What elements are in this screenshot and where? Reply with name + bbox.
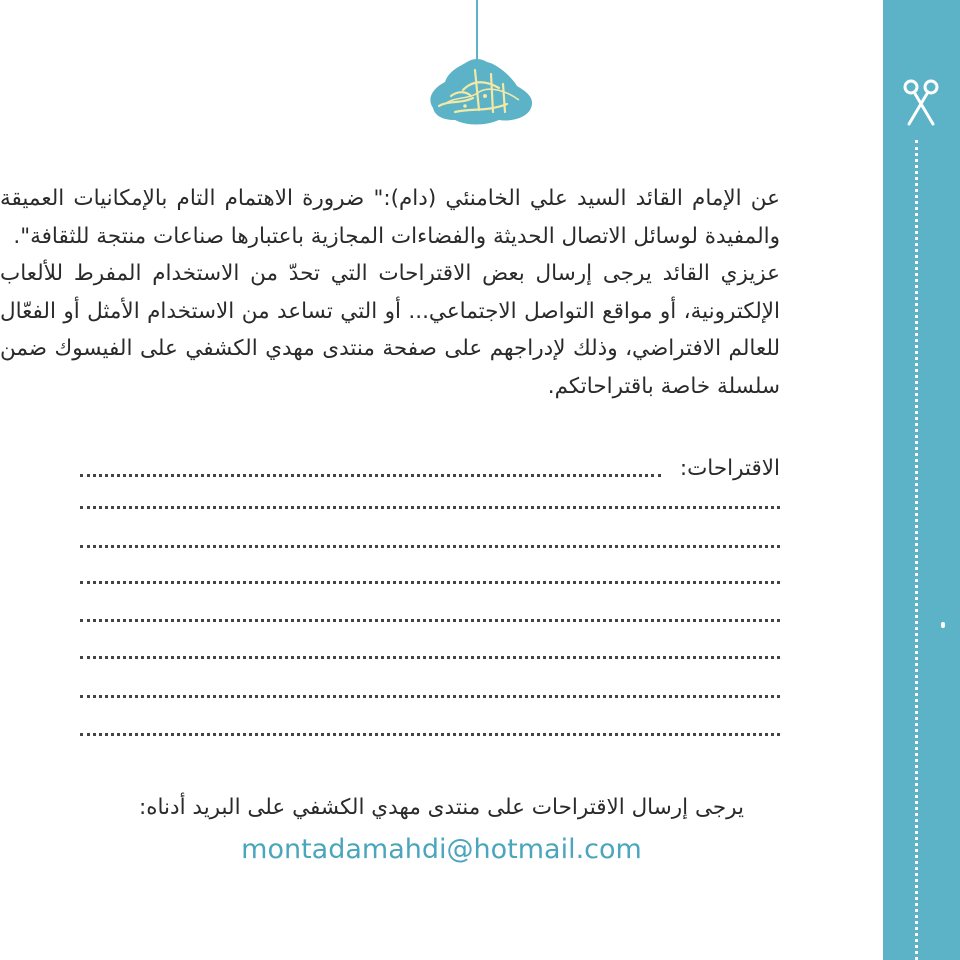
footer-note: يرجى إرسال الاقتراحات على منتدى مهدي الكشفي على البريد أدناه: [138, 795, 744, 820]
suggestion-line[interactable] [80, 581, 780, 584]
perforation-line [915, 140, 918, 960]
suggestion-line[interactable] [80, 506, 780, 509]
body-text [0, 180, 780, 405]
suggestions-label: الاقتراحات: [679, 456, 780, 481]
suggestion-line[interactable] [80, 695, 780, 698]
calligraphy-basmala-ornament [415, 0, 545, 150]
suggestion-line[interactable] [80, 656, 780, 659]
suggestion-line[interactable] [80, 619, 780, 622]
email-link[interactable]: montadamahdi@hotmail.com [241, 834, 642, 865]
suggestion-line[interactable] [80, 545, 780, 548]
suggestion-line[interactable] [80, 474, 661, 477]
side-strip [883, 0, 960, 960]
suggestion-line[interactable] [80, 733, 780, 736]
strip-notch [941, 622, 945, 628]
request-paragraph: عزيزي القائد يرجى إرسال بعض الاقتراحات التي تحدّ من الاستخدام المفرط للألعاب الإلكترونية، أو مواقع التواصل الاجتماعي... أو التي تساعد من الاستخدام الأمثل أو الفعّال للعالم الافتراضي، وذلك لإدراجهم على صفحة منتدى مهدي الكشفي على الفيسوك ضمن سلسلة خاصة باقتراحاتكم. [0, 261, 780, 399]
quote-paragraph: عن الإمام القائد السيد علي الخامنئي (دام):" ضرورة الاهتمام التام بالإمكانيات العميقة والمفيدة لوسائل الاتصال الحديثة والفضاءات المجازية باعتبارها صناعات منتجة للثقافة". [0, 186, 780, 249]
scissors-icon [902, 78, 940, 128]
